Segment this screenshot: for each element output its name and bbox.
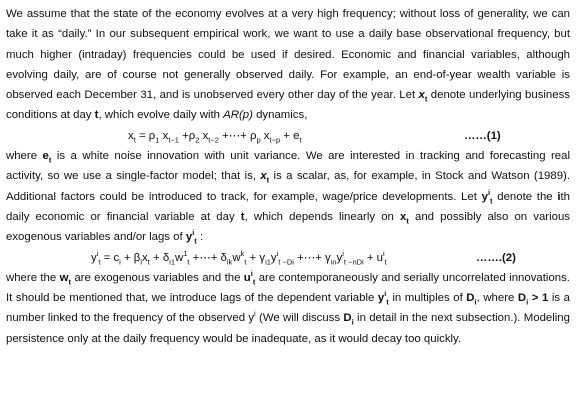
equation-1 (6, 126, 570, 146)
symbol-d: D (517, 292, 527, 305)
text-run: : (196, 231, 204, 244)
text-run: is a scalar, as, for example, in Stock and Watson (1989). Additional factors could be introduced to track, for example, wage/price developments. Let (6, 170, 571, 203)
subscript: t (406, 216, 409, 226)
text-run: denote underlying business conditions at day (6, 89, 570, 122)
equation-1-expression: $x_t = \rho_1$ $x_{t-1} +\rho_2$ $x_{t-2}$ +⋯+ $\rho_p$ $x_{t-p} + e_t$ (128, 129, 302, 145)
symbol-x: x (260, 170, 267, 183)
subscript: t (48, 155, 52, 165)
paragraph-3 (6, 268, 570, 349)
superscript: i (384, 289, 387, 299)
subscript: t (490, 195, 493, 205)
text-run: We assume that the state of the economy evolves at a very high frequency; without loss of generality, we can take it as “daily.” In our subsequent empirical work, we want to use a daily base observational frequency, but much higher (intraday) frequencies could be used if desired. Economic and financial variables, although evolving daily, are of course not generally observed daily. For example, an end-of-year wealth variable is observed each December 31, and is unobserved every other day of the year. Let (6, 8, 570, 102)
text-run: in detail in the next subsection.). Modeling persistence only at the daily frequency would be inadequate, as it would decay too quickly. (6, 312, 570, 345)
text-run: where (6, 150, 43, 163)
text-run: are contemporaneously and serially uncorrelated innovations. It should be mentioned that, we introduce lags of the dependent variable (6, 271, 570, 305)
equation-1-number: ……(1) (464, 129, 501, 142)
subscript: t (386, 297, 389, 307)
superscript: i (487, 187, 491, 197)
superscript: i (250, 269, 253, 279)
symbol-x: x (418, 89, 425, 102)
text-run: (We will discuss (255, 312, 344, 325)
subscript: t (194, 236, 197, 246)
paragraph-2 (6, 146, 570, 247)
text-run: denote the (492, 190, 558, 203)
symbol-u: u (243, 271, 251, 284)
equation-2-number: …….(2) (476, 251, 516, 264)
text-run: is a number linked to the frequency of the observed y (6, 292, 570, 325)
symbol-w: w (59, 271, 69, 284)
text-run: where the (6, 271, 60, 284)
symbol-y: y (377, 292, 385, 305)
symbol-e: e (42, 150, 49, 163)
subscript: t (266, 175, 270, 185)
text-run: th daily economic or financial variable at day (6, 190, 570, 223)
superscript: i (254, 309, 256, 319)
symbol-x: x (400, 210, 407, 223)
symbol-t: t (94, 109, 99, 122)
text-run: , which evolve daily with (98, 109, 224, 122)
subscript: t (68, 277, 71, 287)
subscript: i (351, 317, 354, 327)
document-page (6, 4, 570, 349)
symbol-d: D (343, 312, 352, 325)
subscript: t (424, 94, 428, 104)
subscript: t (252, 277, 256, 287)
text-run: in multiples of (388, 292, 467, 305)
paragraph-1 (6, 4, 570, 126)
equation-2-expression: $y^i_t = c_i + \beta_ix_t + \delta_{i1}w^1_t$ +⋯+ $\delta_{ik}w^k_t + \gamma_{i1}y^i_{t -Di}$ +⋯+ $\gamma_{in}y^i_{t -nDi} + u^i_t$ (91, 248, 387, 266)
subscript: i (474, 297, 477, 307)
subscript: i (526, 297, 529, 307)
text-run: is a white noise innovation with unit variance. We are interested in tracking and forecasting real activity, so we use a single-factor model; that is, (6, 150, 570, 183)
symbol-i: i (557, 190, 561, 203)
text-run: , which depends linearly on (244, 210, 401, 223)
equation-2 (6, 248, 570, 268)
ar-p-term: AR(p) (223, 109, 253, 122)
symbol-y: y (185, 231, 193, 244)
symbol-d: D (466, 292, 475, 305)
relation: > 1 (528, 292, 549, 305)
text-run: and possibly also on various exogenous variables and/or lags of (6, 210, 570, 244)
symbol-t: t (240, 210, 245, 223)
superscript: i (192, 228, 195, 238)
text-run: , where (476, 292, 518, 305)
text-run: dynamics, (252, 109, 308, 122)
text-run: are exogenous variables and the (70, 271, 244, 284)
symbol-y: y (481, 190, 488, 203)
